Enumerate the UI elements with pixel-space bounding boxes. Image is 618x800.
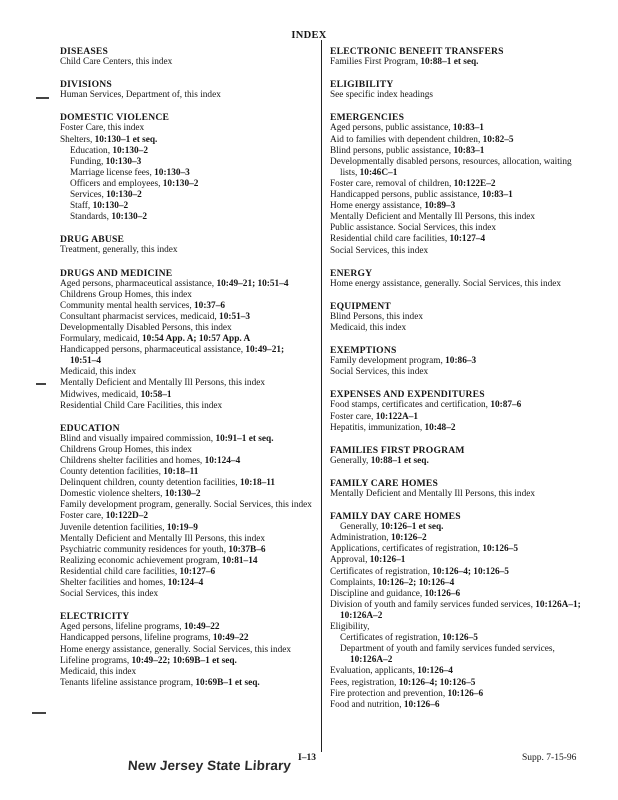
entry-text: Social Services, this index — [60, 589, 159, 600]
index-entry — [60, 334, 312, 345]
index-entry — [330, 456, 588, 467]
index-entry — [330, 522, 588, 533]
index-entry — [60, 478, 312, 489]
entry-text: Evaluation, applicants, — [330, 666, 418, 677]
entry-reference: 10:124–4 — [204, 456, 241, 466]
index-section-education — [60, 423, 312, 601]
section-heading: EMERGENCIES — [330, 112, 405, 124]
entry-text: Discipline and guidance, — [330, 588, 425, 599]
index-entry — [330, 700, 588, 711]
entry-text: Foster Care, this index — [60, 123, 145, 134]
entry-reference: 10:130–3 — [105, 156, 142, 167]
entry-reference: 10:49–22; 10:69B–1 et seq. — [131, 655, 237, 666]
entry-text: Families First Program, — [330, 57, 421, 68]
index-entry — [330, 190, 588, 201]
index-entry — [60, 90, 312, 101]
entry-text: Complaints, — [330, 577, 378, 588]
entry-text: Fire protection and prevention, — [330, 688, 448, 699]
index-entry — [60, 456, 312, 467]
index-entry — [330, 201, 588, 212]
index-entry — [330, 312, 588, 323]
index-entry — [330, 135, 588, 146]
entry-text: Mentally Deficient and Mentally Ill Persons, this index — [330, 212, 536, 223]
section-heading: ELIGIBILITY — [330, 79, 394, 91]
index-entry — [60, 434, 312, 445]
entry-reference: 10:49–21; 10:51–4 — [70, 345, 285, 367]
entry-reference: 10:126–1 — [369, 555, 406, 566]
entry-text: Division of youth and family services funded services, — [330, 599, 536, 610]
index-section-equipment — [330, 301, 588, 334]
entry-reference: 10:37B–6 — [228, 544, 266, 555]
entry-text: Mentally Deficient and Mentally Ill Persons, this index — [330, 489, 536, 499]
entry-text: Blind and visually impaired commission, — [60, 433, 216, 444]
index-entry — [60, 135, 312, 146]
entry-reference: 10:130–2 — [162, 178, 199, 189]
entry-reference: 10:126–2; 10:126–4 — [377, 577, 455, 588]
entry-text: Residential child care facilities, — [60, 566, 180, 577]
entry-reference: 10:127–6 — [179, 566, 216, 577]
index-section-drugs-and-medicine — [60, 268, 312, 412]
index-entry — [60, 212, 312, 223]
entry-text: Handicapped persons, pharmaceutical assistance, — [60, 345, 246, 356]
margin-mark — [36, 383, 46, 385]
section-heading: EQUIPMENT — [330, 300, 391, 312]
section-heading: DRUGS AND MEDICINE — [60, 267, 173, 279]
entry-reference: 10:130–2 — [92, 201, 129, 212]
index-entry — [330, 279, 588, 290]
index-section-family-day-care-homes — [330, 511, 588, 711]
entry-reference: 10:130–2 — [164, 489, 201, 500]
entry-text: Administration, — [330, 533, 391, 544]
index-entry — [330, 356, 588, 367]
index-entry — [60, 390, 312, 401]
entry-text: Services, — [70, 190, 107, 201]
entry-text: Family development program, generally. Social Services, this index — [60, 500, 312, 511]
entry-reference: 10:19–9 — [166, 522, 198, 533]
index-entry — [60, 123, 312, 134]
entry-reference: 10:18–11 — [163, 467, 199, 478]
entry-text: Developmentally Disabled Persons, this index — [60, 322, 232, 333]
index-entry — [60, 678, 312, 689]
index-entry — [60, 656, 312, 667]
entry-reference: 10:48–2 — [424, 422, 456, 433]
entry-text: Residential Child Care Facilities, this index — [60, 400, 223, 411]
entry-text: Certificates of registration, — [330, 566, 433, 577]
index-entry — [60, 146, 312, 157]
entry-reference: 10:49–22 — [212, 633, 249, 644]
entry-text: Handicapped persons, lifeline programs, — [60, 633, 213, 644]
section-heading: EDUCATION — [60, 422, 120, 434]
index-entry — [330, 90, 588, 101]
entry-text: Consultant pharmacist services, medicaid, — [60, 311, 220, 322]
entry-text: Marriage license fees, — [70, 167, 155, 178]
margin-mark — [36, 97, 49, 99]
entry-reference: 10:126–6 — [424, 588, 461, 599]
entry-text: Domestic violence shelters, — [60, 489, 165, 500]
index-entry — [60, 622, 312, 633]
section-heading: ELECTRONIC BENEFIT TRANSFERS — [330, 46, 504, 57]
page-number: I–13 — [298, 753, 316, 763]
index-entry — [330, 412, 588, 423]
entry-reference: 10:82–5 — [482, 134, 514, 145]
entry-text: Formulary, medicaid, — [60, 334, 143, 345]
entry-text: Aged persons, pharmaceutical assistance, — [60, 278, 217, 289]
entry-text: Handicapped persons, public assistance, — [330, 190, 482, 201]
entry-text: Childrens Group Homes, this index — [60, 444, 192, 455]
right-column — [330, 46, 588, 722]
index-entry — [60, 367, 312, 378]
entry-text: Certificates of registration, — [340, 633, 443, 644]
entry-text: Juvenile detention facilities, — [60, 522, 167, 533]
index-entry — [60, 578, 312, 589]
index-entry — [330, 234, 588, 245]
entry-text: Foster care, removal of children, — [330, 178, 454, 189]
entry-reference: 10:126–4 — [417, 666, 453, 677]
entry-reference: 10:122E–2 — [453, 178, 496, 189]
index-entry — [330, 157, 588, 179]
entry-text: Applications, certificates of registration, — [330, 544, 483, 555]
index-entry — [60, 157, 312, 168]
entry-reference: 10:69B–1 et seq. — [195, 677, 260, 688]
index-entry — [60, 312, 312, 323]
section-heading: DOMESTIC VIOLENCE — [60, 112, 170, 124]
section-heading: ENERGY — [330, 267, 373, 279]
entry-text: Medicaid, this index — [60, 666, 137, 677]
entry-text: Staff, — [70, 201, 93, 212]
index-entry — [60, 179, 312, 190]
entry-text: Public assistance. Social Services, this index — [330, 223, 497, 234]
entry-reference: 10:130–2 — [106, 190, 142, 201]
entry-text: Medicaid, this index — [330, 322, 407, 333]
index-entry — [330, 223, 588, 234]
entry-text: Social Services, this index — [330, 245, 429, 256]
entry-text: Fees, registration, — [330, 677, 399, 688]
index-entry — [60, 345, 312, 367]
section-heading: FAMILY CARE HOMES — [330, 477, 439, 489]
section-heading: DIVISIONS — [60, 79, 112, 91]
index-entry — [330, 423, 588, 434]
entry-text: Foster care, — [60, 511, 106, 522]
entry-reference: 10:18–11 — [239, 478, 276, 489]
index-entry — [60, 589, 312, 600]
entry-text: Psychiatric community residences for youth, — [60, 544, 229, 555]
index-entry — [60, 279, 312, 290]
entry-reference: 10:91–1 et seq. — [215, 433, 274, 444]
entry-reference: 10:88–1 et seq. — [420, 57, 479, 68]
index-entry — [60, 667, 312, 678]
entry-reference: 10:46C–1 — [359, 167, 398, 178]
entry-text: Developmentally disabled persons, resources, allocation, waiting lists, — [330, 156, 572, 178]
index-section-electricity — [60, 611, 312, 689]
entry-text: Home energy assistance, — [330, 201, 425, 212]
section-heading: FAMILIES FIRST PROGRAM — [330, 444, 465, 456]
entry-text: See specific index headings — [330, 90, 434, 101]
index-section-exemptions — [330, 345, 588, 378]
entry-text: Social Services, this index — [330, 367, 429, 378]
index-section-divisions — [60, 79, 312, 101]
entry-text: Foster care, — [330, 411, 376, 422]
entry-reference: 10:54 App. A; 10:57 App. A — [142, 334, 251, 345]
entry-text: Childrens Group Homes, this index — [60, 289, 192, 300]
entry-text: Home energy assistance, generally. Social Services, this index — [60, 644, 292, 655]
entry-reference: 10:130–1 et seq. — [94, 134, 158, 145]
entry-text: Child Care Centers, this index — [60, 57, 173, 68]
index-entry — [60, 401, 312, 412]
index-entry — [60, 323, 312, 334]
margin-mark — [32, 712, 46, 714]
entry-reference: 10:83–1 — [453, 145, 485, 156]
entry-reference: 10:126–2 — [390, 533, 427, 544]
entry-reference: 10:51–3 — [219, 311, 251, 322]
index-entry — [60, 245, 312, 256]
index-entry — [60, 190, 312, 201]
entry-text: Blind persons, public assistance, — [330, 145, 454, 156]
section-heading: DISEASES — [60, 46, 108, 57]
index-entry — [330, 555, 588, 566]
index-entry — [60, 645, 312, 656]
index-entry — [330, 622, 588, 633]
entry-text: Blind Persons, this index — [330, 311, 423, 322]
index-section-expenses-and-expenditures — [330, 389, 588, 433]
entry-text: Mentally Deficient and Mentally Ill Persons, this index — [60, 533, 266, 544]
index-entry — [60, 633, 312, 644]
index-entry — [330, 246, 588, 257]
index-section-eligibility — [330, 79, 588, 101]
index-entry — [60, 378, 312, 389]
entry-reference: 10:126–6 — [403, 699, 440, 710]
entry-reference: 10:127–4 — [449, 234, 486, 245]
entry-reference: 10:126A–2 — [350, 655, 393, 666]
entry-reference: 10:49–22 — [183, 622, 220, 633]
entry-text: Generally, — [340, 522, 381, 533]
index-entry — [60, 500, 312, 511]
supplement-date: Supp. 7-15-96 — [522, 753, 577, 763]
entry-reference: 10:126–5 — [482, 544, 518, 555]
entry-reference: 10:83–1 — [452, 123, 484, 134]
index-entry — [330, 689, 588, 700]
entry-text: Standards, — [70, 212, 112, 223]
index-entry — [330, 578, 588, 589]
index-entry — [60, 523, 312, 534]
entry-reference: 10:81–14 — [221, 555, 258, 566]
entry-reference: 10:37–6 — [194, 300, 226, 311]
entry-text: Lifeline programs, — [60, 655, 132, 666]
entry-text: Tenants lifeline assistance program, — [60, 677, 196, 688]
entry-reference: 10:130–3 — [154, 167, 190, 178]
entry-text: Funding, — [70, 156, 106, 167]
index-entry — [60, 556, 312, 567]
index-section-families-first-program — [330, 445, 588, 467]
left-column — [60, 46, 312, 700]
index-entry — [330, 666, 588, 677]
entry-reference: 10:86–3 — [445, 356, 477, 367]
entry-reference: 10:126–1 et seq. — [380, 522, 444, 533]
entry-reference: 10:130–2 — [111, 212, 147, 223]
entry-text: Food and nutrition, — [330, 699, 404, 710]
index-entry — [60, 545, 312, 556]
entry-reference: 10:126A–1; 10:126A–2 — [340, 599, 581, 621]
index-entry — [330, 567, 588, 578]
index-section-energy — [330, 268, 588, 290]
entry-text: Aged persons, public assistance, — [330, 123, 453, 134]
section-heading: DRUG ABUSE — [60, 234, 125, 246]
index-entry — [330, 678, 588, 689]
entry-text: Generally, — [330, 455, 371, 466]
entry-text: Childrens shelter facilities and homes, — [60, 456, 205, 466]
index-section-emergencies — [330, 112, 588, 256]
entry-reference: 10:122A–1 — [375, 411, 419, 422]
index-entry — [330, 212, 588, 223]
entry-text: Department of youth and family services funded services, — [340, 644, 555, 655]
entry-reference: 10:89–3 — [424, 201, 456, 212]
entry-text: Aid to families with dependent children, — [330, 134, 483, 145]
library-stamp: New Jersey State Library — [127, 758, 292, 773]
entry-reference: 10:88–1 et seq. — [370, 455, 429, 466]
index-entry — [330, 533, 588, 544]
entry-text: Residential child care facilities, — [330, 234, 450, 245]
index-entry — [60, 489, 312, 500]
page-title: INDEX — [291, 30, 327, 41]
entry-text: Approval, — [330, 555, 370, 566]
index-entry — [60, 168, 312, 179]
entry-reference: 10:49–21; 10:51–4 — [216, 278, 289, 289]
entry-reference: 10:124–4 — [167, 578, 204, 589]
section-heading: EXEMPTIONS — [330, 345, 397, 357]
entry-text: Realizing economic achievement program, — [60, 555, 222, 566]
entry-text: Shelters, — [60, 134, 95, 145]
index-entry — [330, 633, 588, 644]
entry-reference: 10:126–5 — [442, 633, 478, 644]
entry-text: Treatment, generally, this index — [60, 245, 178, 256]
entry-reference: 10:130–2 — [112, 145, 148, 156]
section-heading: EXPENSES AND EXPENDITURES — [330, 389, 485, 401]
entry-reference: 10:126–4; 10:126–5 — [398, 677, 476, 688]
entry-text: Delinquent children, county detention facilities, — [60, 478, 240, 489]
index-section-domestic-violence — [60, 112, 312, 223]
index-entry — [330, 544, 588, 555]
index-entry — [60, 511, 312, 522]
entry-text: Home energy assistance, generally. Social Services, this index — [330, 278, 562, 289]
index-section-diseases — [60, 46, 312, 68]
section-heading: ELECTRICITY — [60, 611, 130, 623]
entry-reference: 10:122D–2 — [105, 511, 149, 522]
index-entry — [330, 489, 588, 500]
entry-text: Human Services, Department of, this index — [60, 90, 221, 101]
index-entry — [330, 600, 588, 622]
index-entry — [60, 301, 312, 312]
index-entry — [60, 534, 312, 545]
entry-text: Eligibility, — [330, 622, 370, 633]
entry-text: Education, — [70, 145, 113, 156]
index-entry — [60, 201, 312, 212]
index-entry — [60, 445, 312, 456]
index-entry — [330, 400, 588, 411]
entry-text: Food stamps, certificates and certification, — [330, 400, 491, 411]
index-entry — [330, 644, 588, 666]
index-entry — [330, 367, 588, 378]
entry-text: Hepatitis, immunization, — [330, 422, 425, 433]
index-entry — [60, 467, 312, 478]
entry-text: Shelter facilities and homes, — [60, 578, 168, 589]
index-entry — [60, 57, 312, 68]
index-entry — [330, 179, 588, 190]
index-entry — [60, 567, 312, 578]
index-entry — [330, 589, 588, 600]
index-entry — [330, 323, 588, 334]
column-divider — [321, 40, 322, 752]
entry-text: Community mental health services, — [60, 300, 195, 311]
section-heading: FAMILY DAY CARE HOMES — [330, 511, 461, 523]
entry-text: Officers and employees, — [70, 178, 163, 189]
index-section-family-care-homes — [330, 478, 588, 500]
index-entry — [330, 123, 588, 134]
index-entry — [330, 146, 588, 157]
entry-text: Mentally Deficient and Mentally Ill Persons, this index — [60, 378, 266, 389]
entry-text: Family development program, — [330, 356, 446, 367]
entry-text: Midwives, medicaid, — [60, 389, 141, 400]
entry-text: County detention facilities, — [60, 467, 164, 478]
entry-reference: 10:126–6 — [447, 688, 484, 699]
index-section-drug-abuse — [60, 234, 312, 256]
index-entry — [330, 57, 588, 68]
index-entry — [60, 290, 312, 301]
entry-reference: 10:83–1 — [481, 190, 513, 201]
entry-reference: 10:126–4; 10:126–5 — [432, 566, 509, 577]
entry-text: Medicaid, this index — [60, 367, 137, 378]
index-section-electronic-benefit-transfers — [330, 46, 588, 68]
entry-reference: 10:58–1 — [140, 389, 172, 400]
entry-reference: 10:87–6 — [490, 400, 522, 411]
entry-text: Aged persons, lifeline programs, — [60, 622, 184, 633]
